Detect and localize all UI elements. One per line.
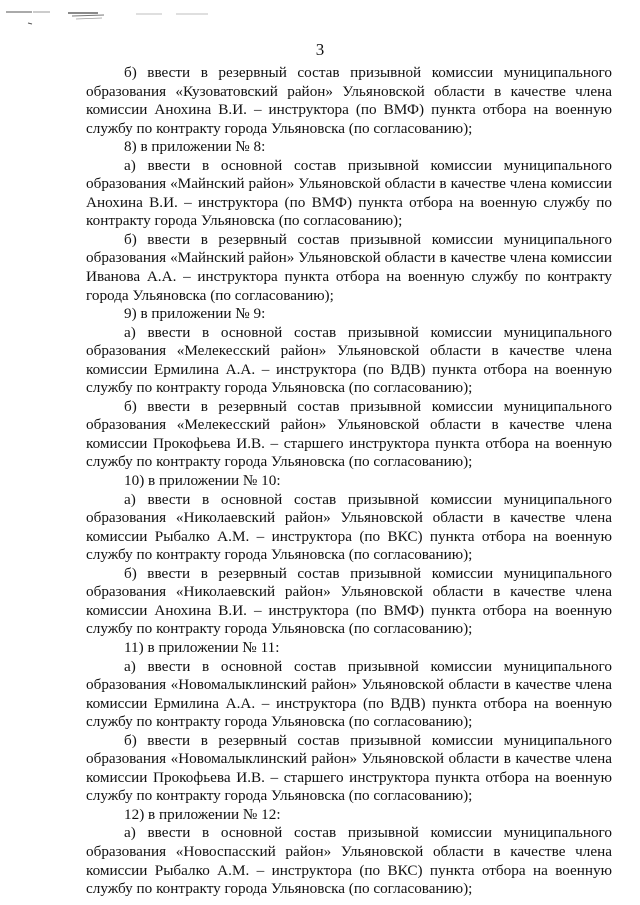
- list-item-heading: 8) в приложении № 8:: [124, 138, 266, 156]
- paragraph: б) ввести в резервный состав призывной комиссии муниципального образования «Новомалыклинский район» Ульяновской области в качестве члена комиссии Прокофьева И.В. – старшего инструктора пункта отбора на военную службу по контракту города Ульяновска (по согласованию);: [86, 731, 612, 805]
- paragraph: а) ввести в основной состав призывной комиссии муниципального образования «Мелекесский район» Ульяновской области в качестве члена комиссии Ермилина А.А. – инструктора (по ВДВ) пункта отбора на военную службу по контракту города Ульяновска (по согласованию);: [86, 323, 612, 397]
- paragraph: б) ввести в резервный состав призывной комиссии муниципального образования «Николаевский район» Ульяновской области в качестве члена комиссии Анохина В.И. – инструктора (по ВМФ) пункта отбора на военную службу по контракту города Ульяновска (по согласованию);: [86, 564, 612, 638]
- list-item-heading: 9) в приложении № 9:: [124, 305, 266, 323]
- paragraph: а) ввести в основной состав призывной комиссии муниципального образования «Майнский район» Ульяновской области в качестве члена комиссии Анохина В.И. – инструктора (по ВМФ) пункта отбора на военную службу по контракту города Ульяновска (по согласованию);: [86, 156, 612, 230]
- list-item-heading: 10) в приложении № 10:: [124, 472, 281, 490]
- page-number: 3: [315, 40, 325, 59]
- paragraph: б) ввести в резервный состав призывной комиссии муниципального образования «Майнский район» Ульяновской области в качестве члена комиссии Иванова А.А. – инструктора пункта отбора на военную службу по контракту города Ульяновска (по согласованию);: [86, 230, 612, 304]
- list-item-heading: 12) в приложении № 12:: [124, 805, 281, 823]
- paragraph: а) ввести в основной состав призывной комиссии муниципального образования «Новоспасский район» Ульяновской области в качестве члена комиссии Рыбалко А.М. – инструктора (по ВКС) пункта отбора на военную службу по контракту города Ульяновска (по согласованию);: [86, 824, 612, 898]
- paragraph: б) ввести в резервный состав призывной комиссии муниципального образования «Мелекесский район» Ульяновской области в качестве члена комиссии Прокофьева И.В. – старшего инструктора пункта отбора на военную службу по контракту города Ульяновска (по согласованию);: [86, 397, 612, 471]
- list-item-heading: 11) в приложении № 11:: [124, 638, 280, 656]
- document-body: [86, 64, 612, 899]
- scan-artifact-mark: [6, 7, 236, 29]
- paragraph: а) ввести в основной состав призывной комиссии муниципального образования «Новомалыклинский район» Ульяновской области в качестве члена комиссии Ермилина А.А. – инструктора (по ВДВ) пункта отбора на военную службу по контракту города Ульяновска (по согласованию);: [86, 657, 612, 731]
- paragraph: а) ввести в основной состав призывной комиссии муниципального образования «Николаевский район» Ульяновской области в качестве члена комиссии Рыбалко А.М. – инструктора (по ВКС) пункта отбора на военную службу по контракту города Ульяновска (по согласованию);: [86, 490, 612, 564]
- paragraph: б) ввести в резервный состав призывной комиссии муниципального образования «Кузоватовский район» Ульяновской области в качестве члена комиссии Анохина В.И. – инструктора (по ВМФ) пункта отбора на военную службу по контракту города Ульяновска (по согласованию);: [86, 64, 612, 137]
